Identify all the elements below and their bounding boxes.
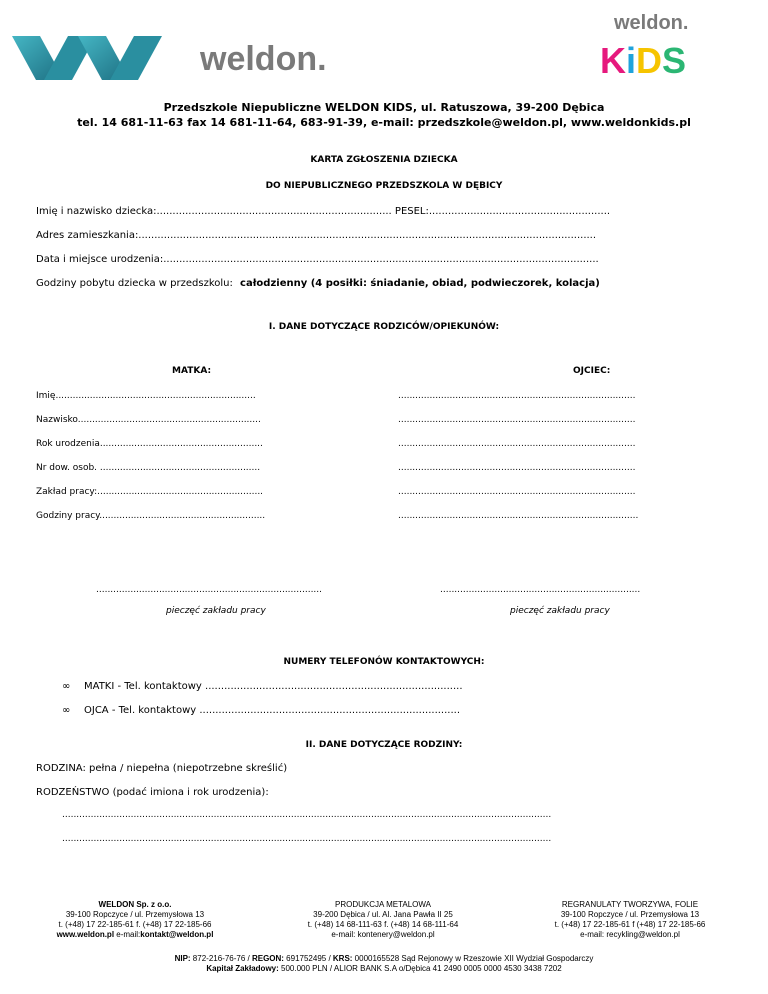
mother-field[interactable]: Zakład pracy:.......................................................... [36, 487, 264, 497]
family-field: RODZINA: pełna / niepełna (niepotrzebne skreślić) [36, 763, 288, 774]
phones-heading: NUMERY TELEFONÓW KONTAKTOWYCH: [283, 657, 485, 667]
weldon-wordmark: weldon. [200, 40, 327, 78]
weldon-kids-wordmark: weldon. [614, 12, 689, 34]
mother-heading: MATKA: [172, 366, 212, 376]
birth-field[interactable]: Data i miejsce urodzenia:......................................................................................................................................... [36, 254, 599, 265]
kids-letter: S [662, 40, 687, 81]
krs-label: KRS: [332, 954, 353, 963]
mother-field[interactable]: Rok urodzenia......................................................... [36, 439, 263, 449]
weldon-logo [12, 28, 192, 92]
bullet-icon: ∞ [62, 681, 71, 692]
footer-website[interactable]: www.weldon.pl [56, 930, 115, 939]
kids-letter: K [600, 40, 626, 81]
mother-field[interactable]: Godziny pracy.......................................................... [36, 511, 266, 521]
footer-phone: t. (+48) 14 68-111-63 f. (+48) 14 68-111-64 [307, 920, 459, 929]
stamp-line-left[interactable]: ............................................................................... [96, 585, 323, 595]
capital-value: 500.000 PLN / ALIOR BANK S.A o/Dębica 41 2490 0005 0000 4530 3438 7202 [278, 964, 562, 973]
footer-address: 39-100 Ropczyce / ul. Przemysłowa 13 [560, 910, 700, 919]
mother-field[interactable]: Nazwisko................................................................ [36, 415, 261, 425]
mother-field[interactable]: Nr dow. osob. ........................................................ [36, 463, 261, 473]
footer-company: WELDON Sp. z o.o. [98, 900, 172, 909]
footer-col-metal [268, 900, 498, 940]
siblings-label: RODZEŃSTWO (podać imiona i rok urodzenia): [36, 787, 269, 798]
father-heading: OJCIEC: [573, 366, 611, 376]
father-field[interactable]: ................................................................................... [398, 391, 636, 401]
stamp-label-left: pieczęć zakładu pracy [166, 606, 266, 616]
mother-field[interactable]: Imię...................................................................... [36, 391, 256, 401]
form-title: KARTA ZGŁOSZENIA DZIECKA [310, 155, 458, 165]
child-name-field[interactable]: Imię i nazwisko dziecka:.......................................................................... PESEL:......................................................... [36, 206, 611, 217]
footer-col-recycling [510, 900, 750, 940]
footer-address: 39-100 Ropczyce / ul. Przemysłowa 13 [65, 910, 205, 919]
hours-label: Godziny pobytu dziecka w przedszkolu: [36, 278, 233, 289]
regon-label: REGON: [251, 954, 284, 963]
stamp-label-right: pieczęć zakładu pracy [510, 606, 610, 616]
kids-letter: i [626, 40, 637, 81]
section-parents: I. DANE DOTYCZĄCE RODZICÓW/OPIEKUNÓW: [268, 322, 500, 332]
footer-email[interactable]: e-mail: recykling@weldon.pl [580, 930, 680, 939]
bullet-icon: ∞ [62, 705, 71, 716]
father-phone-field[interactable]: OJCA - Tel. kontaktowy .................................................................................. [84, 705, 461, 716]
footer-col-weldon [20, 900, 250, 940]
footer-address: 39-200 Dębica / ul. Al. Jana Pawła II 25 [313, 910, 453, 919]
hours-value: całodzienny (4 posiłki: śniadanie, obiad, podwieczorek, kolacja) [240, 278, 600, 289]
section-family: II. DANE DOTYCZĄCE RODZINY: [305, 740, 463, 750]
stamp-line-right[interactable]: ...................................................................... [440, 585, 641, 595]
father-field[interactable]: ................................................................................... [398, 463, 636, 473]
address-field[interactable]: Adres zamieszkania:................................................................................................................................................ [36, 230, 597, 241]
footer-phone: t. (+48) 17 22-185-61 f (+48) 17 22-185-66 [554, 920, 706, 929]
footer-email-label: e-mail: [114, 930, 141, 939]
hours-row [36, 278, 600, 289]
kids-logo [600, 40, 686, 82]
footer-email[interactable]: e-mail: kontenery@weldon.pl [331, 930, 435, 939]
footer-division: REGRANULATY TWORZYWA, FOLIE [561, 900, 699, 909]
father-field[interactable]: ................................................................................... [398, 487, 636, 497]
regon-value: 691752495 / [283, 954, 333, 963]
footer-email[interactable]: kontakt@weldon.pl [140, 930, 214, 939]
footer-phone: t. (+48) 17 22-185-61 f. (+48) 17 22-185-66 [58, 920, 212, 929]
nip-label: NIP: [174, 954, 191, 963]
form-subtitle: DO NIEPUBLICZNEGO PRZEDSZKOLA W DĘBICY [265, 181, 503, 191]
father-field[interactable]: .................................................................................... [398, 511, 639, 521]
siblings-line[interactable]: ........................................................................................................................................................................... [62, 810, 552, 820]
school-contact: tel. 14 681-11-63 fax 14 681-11-64, 683-91-39, e-mail: przedszkole@weldon.pl, www.weldonkids.pl [77, 116, 691, 129]
krs-value: 0000165528 Sąd Rejonowy w Rzeszowie XII Wydział Gospodarczy [352, 954, 594, 963]
footer-registry [0, 954, 768, 974]
father-field[interactable]: ................................................................................... [398, 439, 636, 449]
weldon-w-mark [12, 28, 192, 88]
kids-letter: D [636, 40, 663, 81]
siblings-line[interactable]: ........................................................................................................................................................................... [62, 834, 552, 844]
mother-phone-field[interactable]: MATKI - Tel. kontaktowy ................................................................................. [84, 681, 463, 692]
footer-division: PRODUKCJA METALOWA [334, 900, 431, 909]
father-field[interactable]: ................................................................................... [398, 415, 636, 425]
capital-label: Kapitał Zakładowy: [206, 964, 279, 973]
school-address: Przedszkole Niepubliczne WELDON KIDS, ul. Ratuszowa, 39-200 Dębica [163, 101, 605, 114]
nip-value: 872-216-76-76 / [190, 954, 252, 963]
